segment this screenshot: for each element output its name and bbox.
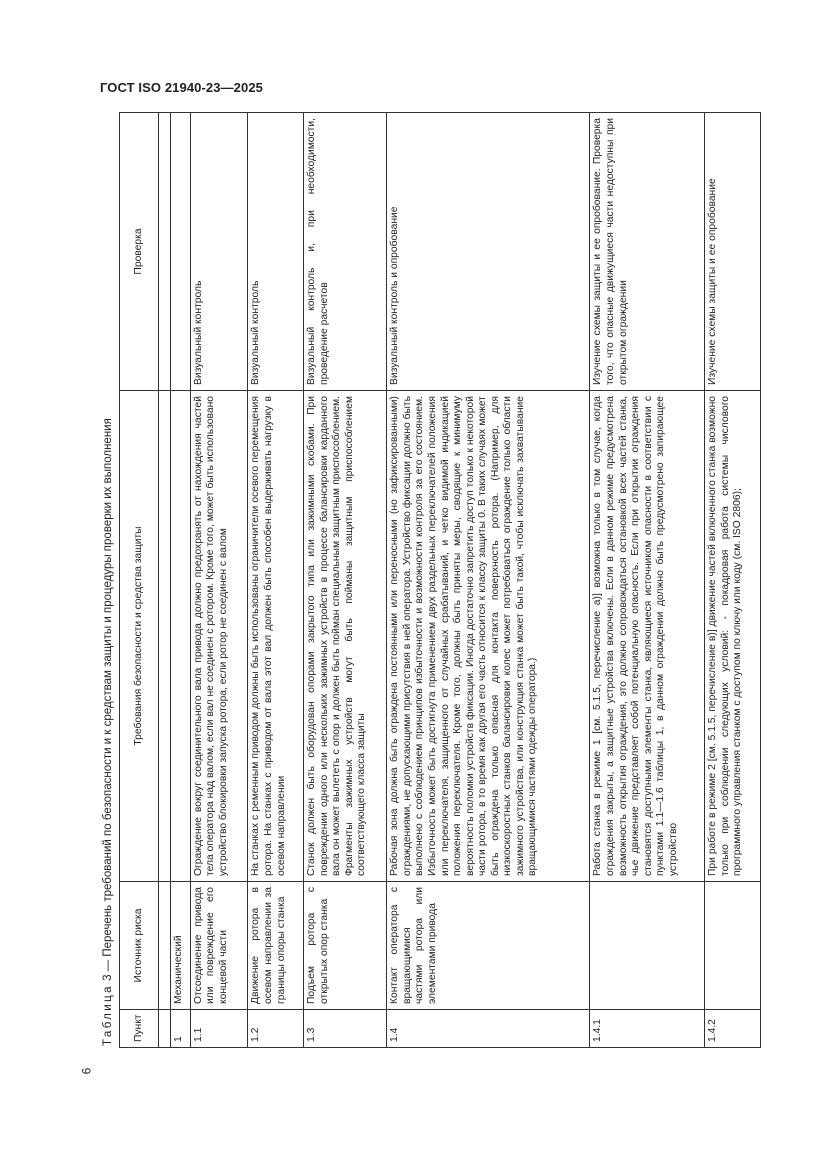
document-header: ГОСТ ISO 21940-23—2025: [100, 80, 263, 95]
table-header-row: [120, 113, 159, 1048]
table-row: [705, 113, 761, 1048]
table-caption-prefix: Таблица: [102, 984, 114, 1046]
spacer-cell: [159, 1010, 171, 1048]
safety-requirement: Ограждение вокруг соединительного вала привода должно предохранять от нахождения частей тела оператора над валом, если вал не соединен с ротором. Кроме того, может быть использовано устройство блокировки запуска ротора, если ротор не соединен с валом: [190, 391, 248, 882]
requirements-table: [119, 112, 761, 1048]
risk-source: Подъем ротора с открытых опор станка: [304, 882, 387, 1010]
safety-requirement: [170, 391, 190, 882]
risk-source: [590, 882, 705, 1010]
risk-source: Движение ротора в осевом направлении за границы опоры станка: [248, 882, 304, 1010]
item-number: 1.1: [190, 1010, 248, 1048]
rotated-table-container: [97, 113, 769, 1048]
item-number: 1: [170, 1010, 190, 1048]
spacer-cell: [159, 882, 171, 1010]
safety-requirement: На станках с ременным приводом должны быть использованы ограничители осевого перемещения ротора. На станках с приводом от вала этот вал должен быть способен выдерживать нагрузку в осевом направлении: [248, 391, 304, 882]
table-row: [590, 113, 705, 1048]
verification: Визуальный контроль и опробование: [387, 113, 590, 391]
table-row: [170, 113, 190, 1048]
spacer-cell: [159, 113, 171, 391]
verification: Изучение схемы защиты и ее опробование: [705, 113, 761, 391]
verification: [170, 113, 190, 391]
risk-source: Отсоединение привода или повреждение его концевой части: [190, 882, 248, 1010]
header-requirements: Требования безопасности и средства защиты: [120, 391, 159, 882]
header-check: Проверка: [120, 113, 159, 391]
table-caption: [97, 113, 119, 1048]
spacer-cell: [159, 391, 171, 882]
table-row: [248, 113, 304, 1048]
item-number: 1.4: [387, 1010, 590, 1048]
risk-source: Механический: [170, 882, 190, 1010]
safety-requirement: Работа станка в режиме 1 [см. 5.1.5, перечисление а)] возможна только в том случае, когда ограждения закрыты, а защитные устройства включены. Если в данном режиме предусмотрена возможность открытия ограждения, это должно сопровождаться остановкой всех частей станка, чье движение представляет собой потенциальную опасность. Если при открытии ограждения становятся доступными элементы станка, являющиеся источником опасности в соответствии с пунктами 1.1—1.6 таблицы 1, в данном ограждении должно быть предусмотрено запирающее устройство: [590, 391, 705, 882]
verification: Изучение схемы защиты и ее опробование. Проверка того, что опасные движущиеся части недоступны при открытом ограждении: [590, 113, 705, 391]
header-spacer-row: [159, 113, 171, 1048]
table-row: [304, 113, 387, 1048]
item-number: 1.4.2: [705, 1010, 761, 1048]
verification: Визуальный контроль: [248, 113, 304, 391]
header-source: Источник риска: [120, 882, 159, 1010]
verification: Визуальный контроль: [190, 113, 248, 391]
table-caption-text: 3 — Перечень требований по безопасности и к средствам защиты и процедуры проверки их выполнения: [102, 418, 114, 985]
page-number: 6: [79, 1067, 94, 1075]
safety-requirement: Станок должен быть оборудован опорами закрытого типа или зажимными скобами. При повреждении одного или нескольких зажимных устройств в процессе балансировки карданного вала он может вылететь с опор и должен быть пойман специальным защитным приспособлением. Фрагменты зажимных устройств могут быть пойманы защитным приспособлением соответствующего класса защиты: [304, 391, 387, 882]
safety-requirement: При работе в режиме 2 [см. 5.1.5, перечисление в)] движение частей включенного станка возможно только при соблюдении следующих условий: - покадровая работа системы числового программного управления станком с доступом по ключу или коду (см. ISO 2806);: [705, 391, 761, 882]
risk-source: Контакт оператора с вращающимися частями ротора или элементами привода: [387, 882, 590, 1010]
table-row: [387, 113, 590, 1048]
safety-requirement: Рабочая зона должна быть ограждена постоянными или переносными (но зафиксированными) ограждениями, не допускающими присутствия в ней оператора. Устройство фиксации должно быть выполнено с соблюдением принципов избыточности и возможности контроля за его состоянием. Избыточность может быть достигнута применением двух раздельных переключателей положения или переключателя, защищенного от случайных срабатываний, и четко видимой индикацией положения переключателя. Кроме того, должны быть приняты меры, сводящие к минимуму вероятность поломки устройств фиксации. Иногда достаточно запретить доступ только к некоторой части ротора, в то время как другая его часть относится к классу защиты 0. В таких случаях может быть ограждена только опасная для контакта поверхность ротора. (Например, для низкоскоростных станков балансировки колес может потребоваться ограждение только области зажимного устройства, или конструкция станка может быть такой, чтобы исключать захватывание вращающимися частями одежды оператора.): [387, 391, 590, 882]
item-number: 1.4.1: [590, 1010, 705, 1048]
table-row: [190, 113, 248, 1048]
item-number: 1.3: [304, 1010, 387, 1048]
header-item: Пункт: [120, 1010, 159, 1048]
verification: Визуальный контроль и, при необходимости, проведение расчетов: [304, 113, 387, 391]
risk-source: [705, 882, 761, 1010]
item-number: 1.2: [248, 1010, 304, 1048]
